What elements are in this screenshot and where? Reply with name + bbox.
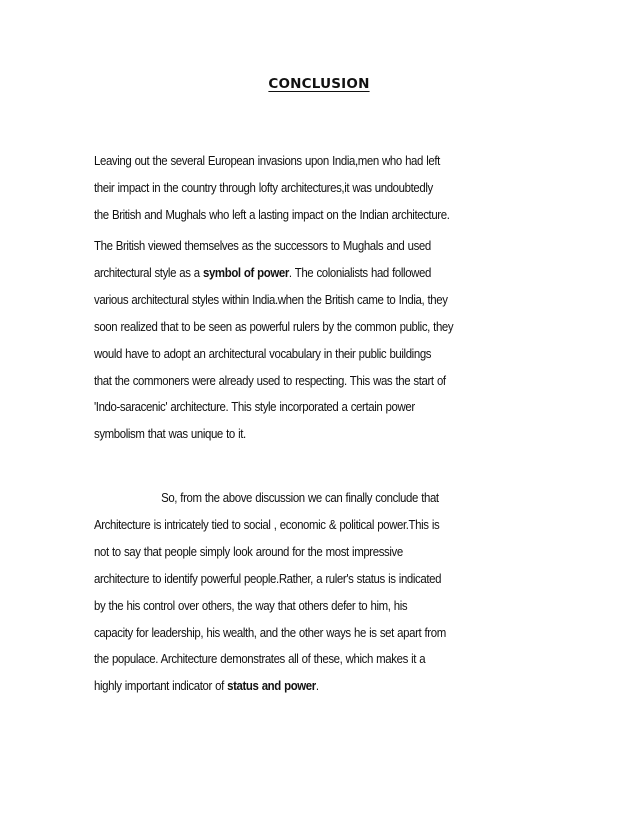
- paragraph-line: not to say that people simply look around for the most impressive: [94, 543, 403, 559]
- text-run: So, from the above discussion we can finally conclude that: [161, 490, 439, 505]
- paragraph-line: 'Indo-saracenic' architecture. This style incorporated a certain power: [94, 399, 415, 415]
- paragraph-line: various architectural styles within India.when the British came to India, they: [94, 291, 448, 307]
- paragraph-conclusion: [94, 485, 446, 700]
- paragraph-line: [94, 485, 446, 512]
- paragraph-line: The British viewed themselves as the successors to Mughals and used: [94, 238, 431, 253]
- bold-phrase-status-and-power: status and power: [227, 678, 316, 694]
- paragraph-british: [94, 233, 453, 448]
- paragraph-line: symbolism that was unique to it.: [94, 426, 246, 442]
- paragraph-line: [94, 673, 446, 700]
- text-run: .: [315, 678, 319, 694]
- paragraph-line: capacity for leadership, his wealth, and the other ways he is set apart from: [94, 624, 446, 640]
- paragraph-line: architecture to identify powerful people.Rather, a ruler's status is indicated: [94, 570, 442, 586]
- text-run: architectural style as a: [94, 264, 203, 280]
- page-title: CONCLUSION: [268, 76, 370, 92]
- text-run: . The colonialists had followed: [288, 264, 431, 280]
- paragraph-line: Architecture is intricately tied to social , economic & political power.This is: [94, 516, 440, 532]
- paragraph-line: [94, 260, 453, 287]
- paragraph-line: the populace. Architecture demonstrates all of these, which makes it a: [94, 651, 426, 667]
- paragraph-line: the British and Mughals who left a lasting impact on the Indian architecture.: [94, 206, 450, 222]
- paragraph-line: their impact in the country through lofty architectures,it was undoubtedly: [94, 179, 433, 195]
- paragraph-line: that the commoners were already used to respecting. This was the start of: [94, 372, 446, 388]
- paragraph-line: by the his control over others, the way that others defer to him, his: [94, 597, 408, 613]
- paragraph-line: would have to adopt an architectural vocabulary in their public buildings: [94, 345, 432, 361]
- paragraph-intro: [94, 148, 449, 229]
- paragraph-line: Leaving out the several European invasions upon India,men who had left: [94, 153, 440, 168]
- text-run: highly important indicator of: [94, 678, 228, 694]
- paragraph-line: soon realized that to be seen as powerful rulers by the common public, they: [94, 318, 454, 334]
- bold-phrase-symbol-of-power: symbol of power: [202, 264, 289, 280]
